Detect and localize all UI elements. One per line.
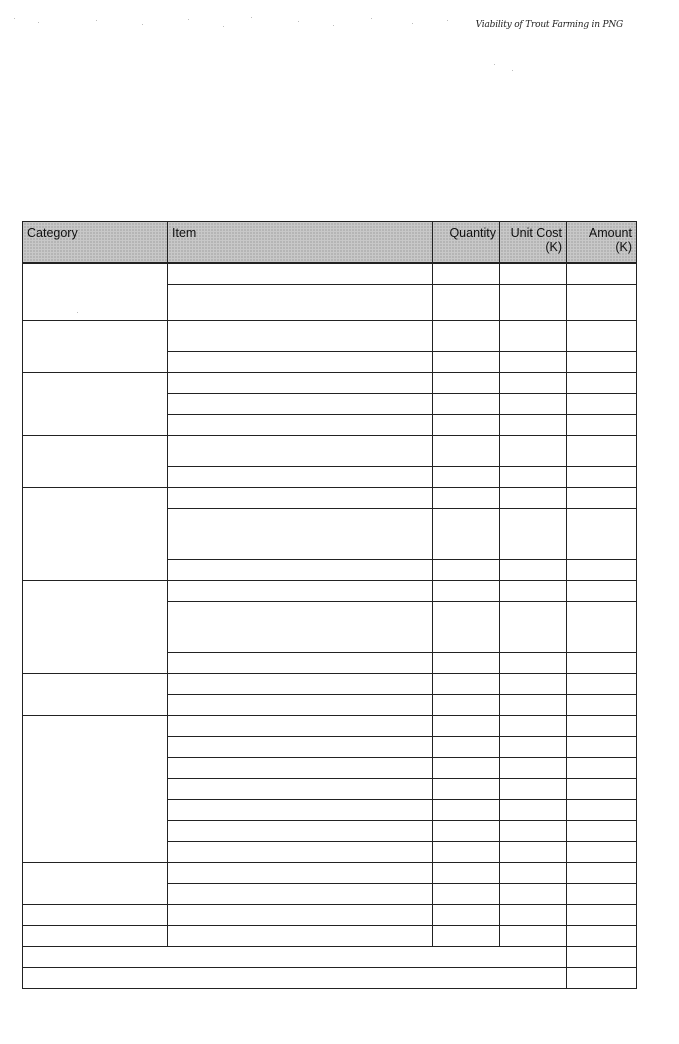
unit-cost-cell [500, 435, 567, 466]
amount-cell [567, 393, 637, 414]
quantity-cell [433, 925, 500, 946]
item-cell [168, 904, 433, 925]
item-cell [168, 841, 433, 862]
amount-cell [567, 694, 637, 715]
item-cell [168, 559, 433, 580]
summary-label-cell [23, 967, 567, 988]
amount-cell [567, 580, 637, 601]
quantity-cell [433, 883, 500, 904]
quantity-cell [433, 580, 500, 601]
table-row [23, 904, 637, 925]
category-cell [23, 673, 168, 715]
unit-cost-cell [500, 414, 567, 435]
table-row [23, 487, 637, 508]
unit-cost-cell [500, 736, 567, 757]
unit-cost-cell [500, 263, 567, 284]
unit-cost-cell [500, 715, 567, 736]
summary-row [23, 946, 637, 967]
item-cell [168, 508, 433, 559]
quantity-cell [433, 778, 500, 799]
amount-cell [567, 841, 637, 862]
unit-cost-cell [500, 883, 567, 904]
unit-cost-cell [500, 799, 567, 820]
amount-cell [567, 263, 637, 284]
table-row [23, 435, 637, 466]
unit-cost-cell [500, 508, 567, 559]
amount-cell [567, 284, 637, 320]
quantity-cell [433, 414, 500, 435]
unit-cost-cell [500, 820, 567, 841]
item-cell [168, 320, 433, 351]
quantity-cell [433, 351, 500, 372]
quantity-cell [433, 263, 500, 284]
amount-cell [567, 487, 637, 508]
category-cell [23, 862, 168, 904]
unit-cost-cell [500, 466, 567, 487]
unit-cost-cell [500, 757, 567, 778]
quantity-cell [433, 601, 500, 652]
amount-cell [567, 508, 637, 559]
unit-cost-cell [500, 601, 567, 652]
table-row [23, 263, 637, 284]
item-cell [168, 601, 433, 652]
quantity-cell [433, 799, 500, 820]
quantity-cell [433, 841, 500, 862]
item-cell [168, 466, 433, 487]
quantity-cell [433, 284, 500, 320]
category-cell [23, 715, 168, 862]
amount-cell [567, 736, 637, 757]
item-cell [168, 372, 433, 393]
quantity-cell [433, 435, 500, 466]
amount-cell [567, 320, 637, 351]
unit-cost-cell [500, 559, 567, 580]
unit-cost-cell [500, 372, 567, 393]
unit-cost-cell [500, 862, 567, 883]
header-item: Item [168, 222, 433, 264]
header-quantity: Quantity [433, 222, 500, 264]
unit-cost-cell [500, 778, 567, 799]
summary-label-cell [23, 946, 567, 967]
item-cell [168, 263, 433, 284]
summary-amount-cell [567, 946, 637, 967]
table-row [23, 372, 637, 393]
amount-cell [567, 559, 637, 580]
table-row [23, 580, 637, 601]
quantity-cell [433, 393, 500, 414]
quantity-cell [433, 652, 500, 673]
quantity-cell [433, 820, 500, 841]
category-cell [23, 925, 168, 946]
item-cell [168, 351, 433, 372]
header-category: Category [23, 222, 168, 264]
running-header: Viability of Trout Farming in PNG [475, 20, 623, 30]
quantity-cell [433, 715, 500, 736]
item-cell [168, 414, 433, 435]
table-row [23, 320, 637, 351]
table-header-row [23, 222, 637, 264]
unit-cost-cell [500, 351, 567, 372]
unit-cost-cell [500, 694, 567, 715]
item-cell [168, 778, 433, 799]
item-cell [168, 757, 433, 778]
category-cell [23, 904, 168, 925]
quantity-cell [433, 862, 500, 883]
category-cell [23, 487, 168, 580]
item-cell [168, 284, 433, 320]
amount-cell [567, 883, 637, 904]
amount-cell [567, 466, 637, 487]
table-row [23, 673, 637, 694]
unit-cost-cell [500, 925, 567, 946]
table-row [23, 715, 637, 736]
category-cell [23, 263, 168, 320]
category-cell [23, 580, 168, 673]
item-cell [168, 673, 433, 694]
item-cell [168, 435, 433, 466]
amount-cell [567, 435, 637, 466]
quantity-cell [433, 320, 500, 351]
item-cell [168, 694, 433, 715]
unit-cost-cell [500, 320, 567, 351]
quantity-cell [433, 757, 500, 778]
amount-cell [567, 778, 637, 799]
quantity-cell [433, 372, 500, 393]
table-body [23, 263, 637, 988]
amount-cell [567, 673, 637, 694]
quantity-cell [433, 508, 500, 559]
item-cell [168, 883, 433, 904]
amount-cell [567, 799, 637, 820]
quantity-cell [433, 466, 500, 487]
item-cell [168, 715, 433, 736]
item-cell [168, 820, 433, 841]
quantity-cell [433, 736, 500, 757]
unit-cost-cell [500, 284, 567, 320]
quantity-cell [433, 559, 500, 580]
amount-cell [567, 757, 637, 778]
quantity-cell [433, 694, 500, 715]
item-cell [168, 736, 433, 757]
unit-cost-cell [500, 841, 567, 862]
amount-cell [567, 715, 637, 736]
item-cell [168, 862, 433, 883]
item-cell [168, 487, 433, 508]
amount-cell [567, 652, 637, 673]
item-cell [168, 580, 433, 601]
header-amount: Amount (K) [567, 222, 637, 264]
category-cell [23, 435, 168, 487]
unit-cost-cell [500, 904, 567, 925]
amount-cell [567, 862, 637, 883]
unit-cost-cell [500, 673, 567, 694]
quantity-cell [433, 904, 500, 925]
header-unit-cost: Unit Cost (K) [500, 222, 567, 264]
amount-cell [567, 414, 637, 435]
quantity-cell [433, 487, 500, 508]
item-cell [168, 652, 433, 673]
budget-table-container [22, 221, 636, 989]
unit-cost-cell [500, 652, 567, 673]
quantity-cell [433, 673, 500, 694]
amount-cell [567, 820, 637, 841]
budget-table [22, 221, 637, 989]
summary-amount-cell [567, 967, 637, 988]
item-cell [168, 393, 433, 414]
amount-cell [567, 925, 637, 946]
amount-cell [567, 351, 637, 372]
amount-cell [567, 904, 637, 925]
category-cell [23, 372, 168, 435]
table-row [23, 862, 637, 883]
category-cell [23, 320, 168, 372]
table-row [23, 925, 637, 946]
item-cell [168, 925, 433, 946]
item-cell [168, 799, 433, 820]
unit-cost-cell [500, 580, 567, 601]
unit-cost-cell [500, 487, 567, 508]
amount-cell [567, 601, 637, 652]
summary-row [23, 967, 637, 988]
amount-cell [567, 372, 637, 393]
unit-cost-cell [500, 393, 567, 414]
